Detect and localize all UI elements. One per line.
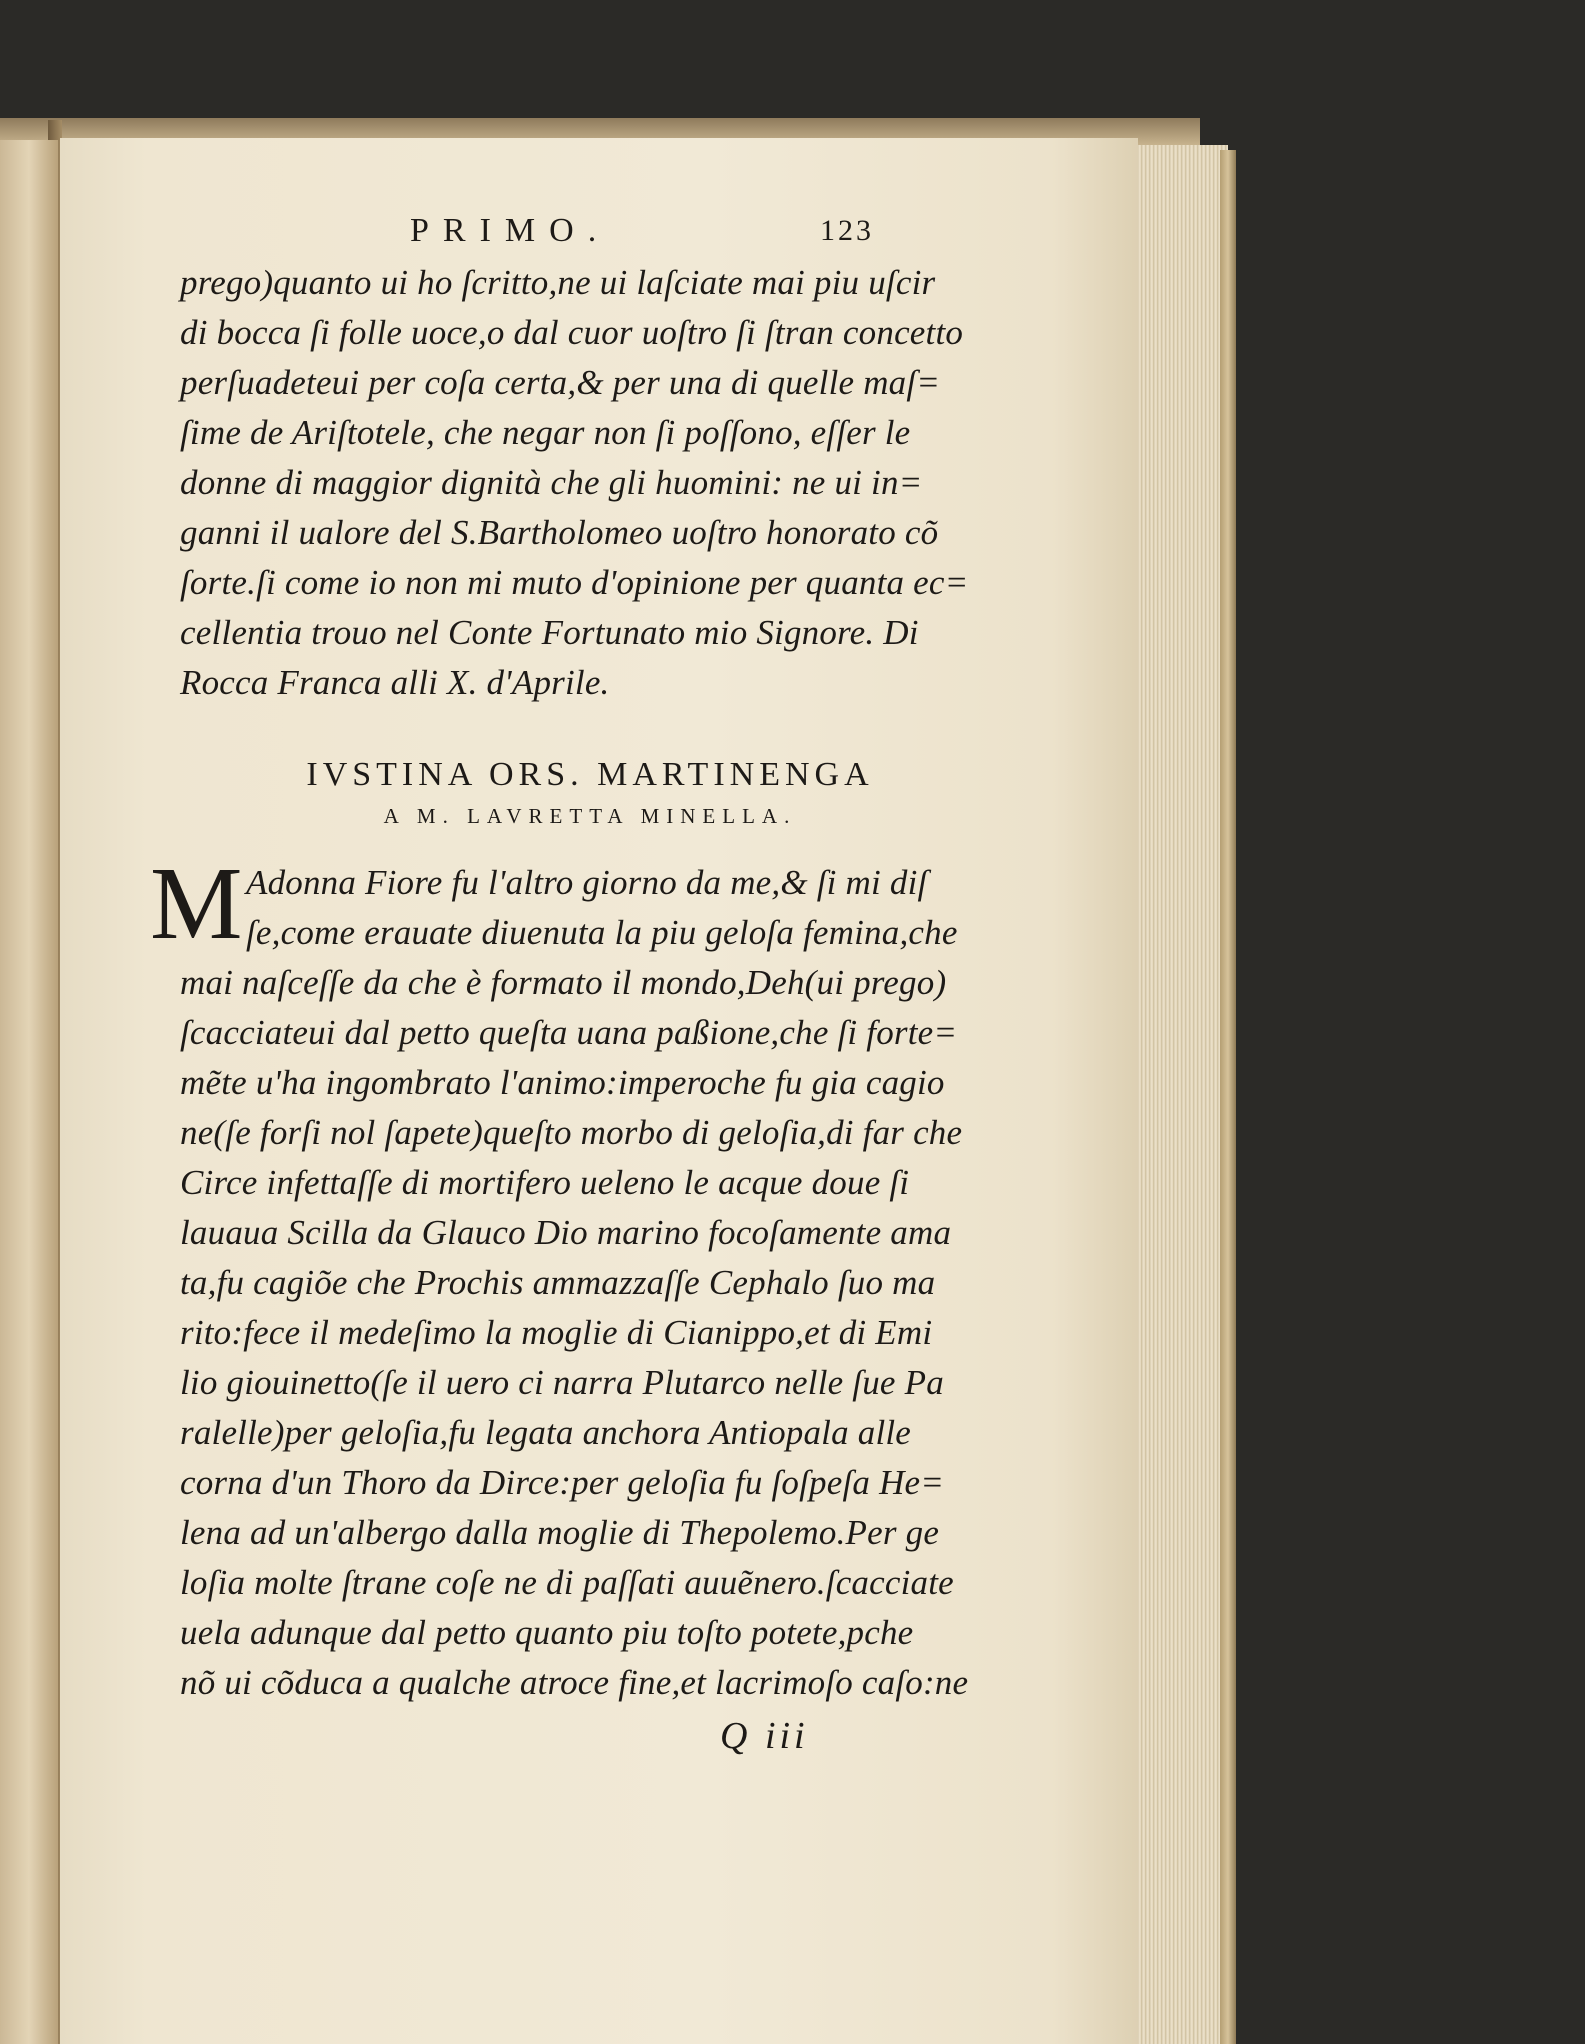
text-line: di bocca ſi folle uoce,o dal cuor uoſtro ſi ſtran concetto: [180, 313, 964, 352]
running-head: PRIMO.: [410, 212, 611, 249]
letter-recipient: A M. LAVRETTA MINELLA.: [383, 804, 797, 828]
text-line: lauaua Scilla da Glauco Dio marino focoſamente ama: [180, 1213, 952, 1252]
page-footer: [180, 1708, 1000, 1778]
text-line: prego)quanto ui ho ſcritto,ne ui laſciate mai piu uſcir: [180, 263, 936, 302]
text-line: loſia molte ſtrane coſe ne di paſſati auuẽnero.ſcacciate: [180, 1563, 954, 1602]
text-line: ralelle)per geloſia,fu legata anchora Antiopala alle: [180, 1413, 912, 1452]
text-line: lena ad un'albergo dalla moglie di Thepolemo.Per ge: [180, 1513, 940, 1552]
text-line: ganni il ualore del S.Bartholomeo uoſtro honorato cõ: [180, 513, 939, 552]
drop-cap: M: [150, 846, 243, 961]
text-block: [150, 212, 1000, 1778]
text-line: ſime de Ariſtotele, che negar non ſi poſſono, eſſer le: [180, 413, 911, 452]
text-line: ſe,come erauate diuenuta la piu geloſa femina,che: [246, 913, 958, 952]
page-fore-edge: [1138, 145, 1228, 2044]
page-number: 123: [820, 214, 874, 247]
text-line: Adonna Fiore fu l'altro giorno da me,& ſi mi diſ: [246, 863, 928, 902]
text-line: rito:fece il medeſimo la moglie di Cianippo,et di Emi: [180, 1313, 933, 1352]
previous-letter-ending: [180, 258, 1000, 708]
text-line: ta,fu cagiõe che Prochis ammazzaſſe Cephalo ſuo ma: [180, 1263, 936, 1302]
letter-body: [150, 846, 1000, 1708]
text-line: donne di maggior dignità che gli huomini: ne ui in=: [180, 463, 923, 502]
text-line: perſuadeteui per coſa certa,& per una di quelle maſ=: [180, 363, 941, 402]
letter-heading: [180, 752, 1000, 834]
text-line: Circe infettaſſe di mortifero ueleno le acque doue ſi: [180, 1163, 910, 1202]
page-header: [180, 212, 1000, 258]
signature-mark: Q iii: [720, 1715, 809, 1757]
text-line: ſcacciateui dal petto queſta uana paßione,che ſi forte=: [180, 1013, 958, 1052]
text-line: lio giouinetto(ſe il uero ci narra Plutarco nelle ſue Pa: [180, 1363, 944, 1402]
book-cover-edge: [1220, 150, 1236, 2044]
letter-author: IVSTINA ORS. MARTINENGA: [306, 756, 874, 793]
text-line: nõ ui cõduca a qualche atroce fine,et lacrimoſo caſo:ne: [180, 1663, 969, 1702]
text-line: cellentia trouo nel Conte Fortunato mio Signore. Di: [180, 613, 919, 652]
facing-page-edge: [0, 140, 58, 2044]
text-line: ſorte.ſi come io non mi muto d'opinione per quanta ec=: [180, 563, 969, 602]
text-line: mai naſceſſe da che è formato il mondo,Deh(ui prego): [180, 963, 947, 1002]
text-line: ne(ſe forſi nol ſapete)queſto morbo di geloſia,di far che: [180, 1113, 963, 1152]
text-line: uela adunque dal petto quanto piu toſto potete,pche: [180, 1613, 914, 1652]
text-line: mẽte u'ha ingombrato l'animo:imperoche fu gia cagio: [180, 1063, 945, 1102]
text-line: Rocca Franca alli X. d'Aprile.: [180, 663, 610, 702]
text-line: corna d'un Thoro da Dirce:per geloſia fu ſoſpeſa He=: [180, 1463, 945, 1502]
